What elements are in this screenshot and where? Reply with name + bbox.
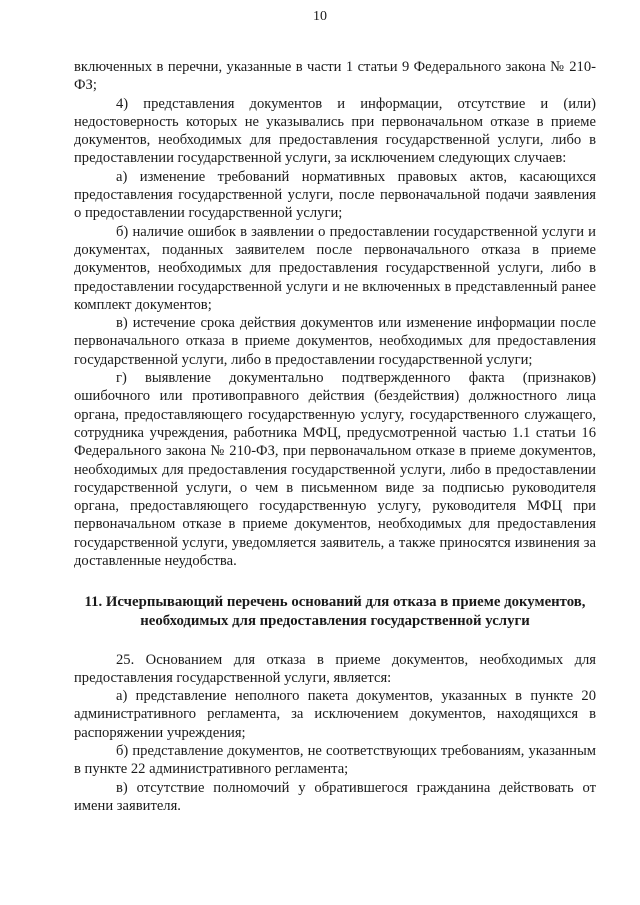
document-body: [74, 58, 596, 815]
paragraph-item-b: б) наличие ошибок в заявлении о предоставлении государственной услуги и документах, поданных заявителем после первоначального отказа в приеме документов, необходимых для предоставления государственной услуги, либо в предоставлении государственной услуги и не включенных в представленный ранее комплект документов;: [74, 223, 596, 313]
paragraph-clause-25-v: в) отсутствие полномочий у обратившегося гражданина действовать от имени заявителя.: [74, 779, 596, 814]
paragraph-clause-25: 25. Основанием для отказа в приеме документов, необходимых для предоставления государственной услуги, является:: [74, 651, 596, 686]
paragraph-continuation: включенных в перечни, указанные в части 1 статьи 9 Федерального закона № 210-ФЗ;: [74, 59, 596, 94]
paragraph-clause-25-b: б) представление документов, не соответствующих требованиям, указанным в пункте 22 административного регламента;: [74, 742, 596, 778]
section-heading: 11. Исчерпывающий перечень оснований для отказа в приеме документов, необходимых для предоставления государственной услуги: [84, 594, 586, 629]
paragraph-item-a: а) изменение требований нормативных правовых актов, касающихся предоставления государственной услуги, после первоначальной подачи заявления о предоставлении государственной услуги;: [74, 168, 596, 222]
paragraph-clause-25-a: а) представление неполного пакета документов, указанных в пункте 20 административного регламента, за исключением документов, находящихся в распоряжении учреждения;: [74, 688, 596, 741]
paragraph-item-g: г) выявление документально подтвержденного факта (признаков) ошибочного или противоправного действия (бездействия) должностного лица органа, предоставляющего государственную услугу, государственного служащего, сотрудника учреждения, работника МФЦ, предусмотренной частью 1.1 статьи 16 Федерального закона № 210-ФЗ, при первоначальном отказе в приеме документов, необходимых для предоставления государственной услуги, либо в предоставлении государственной услуги, о чем в письменном виде за подписью руководителя органа, предоставляющего государственную услугу, руководителя МФЦ при первоначальном отказе в приеме документов, необходимых для предоставления государственной услуги, уведомляется заявитель, а также приносятся извинения за доставленные неудобства.: [74, 370, 596, 570]
paragraph-item-v: в) истечение срока действия документов или изменение информации после первоначального отказа в приеме документов, необходимых для предоставления государственной услуги, либо в предоставлении государственной услуги;: [74, 315, 596, 368]
page-number: 10: [313, 9, 327, 24]
paragraph-item-4: 4) представления документов и информации, отсутствие и (или) недостоверность которых не указывались при первоначальном отказе в приеме документов, необходимых для предоставления государственной услуги, либо в предоставлении государственной услуги, за исключением следующих случаев:: [74, 95, 596, 167]
